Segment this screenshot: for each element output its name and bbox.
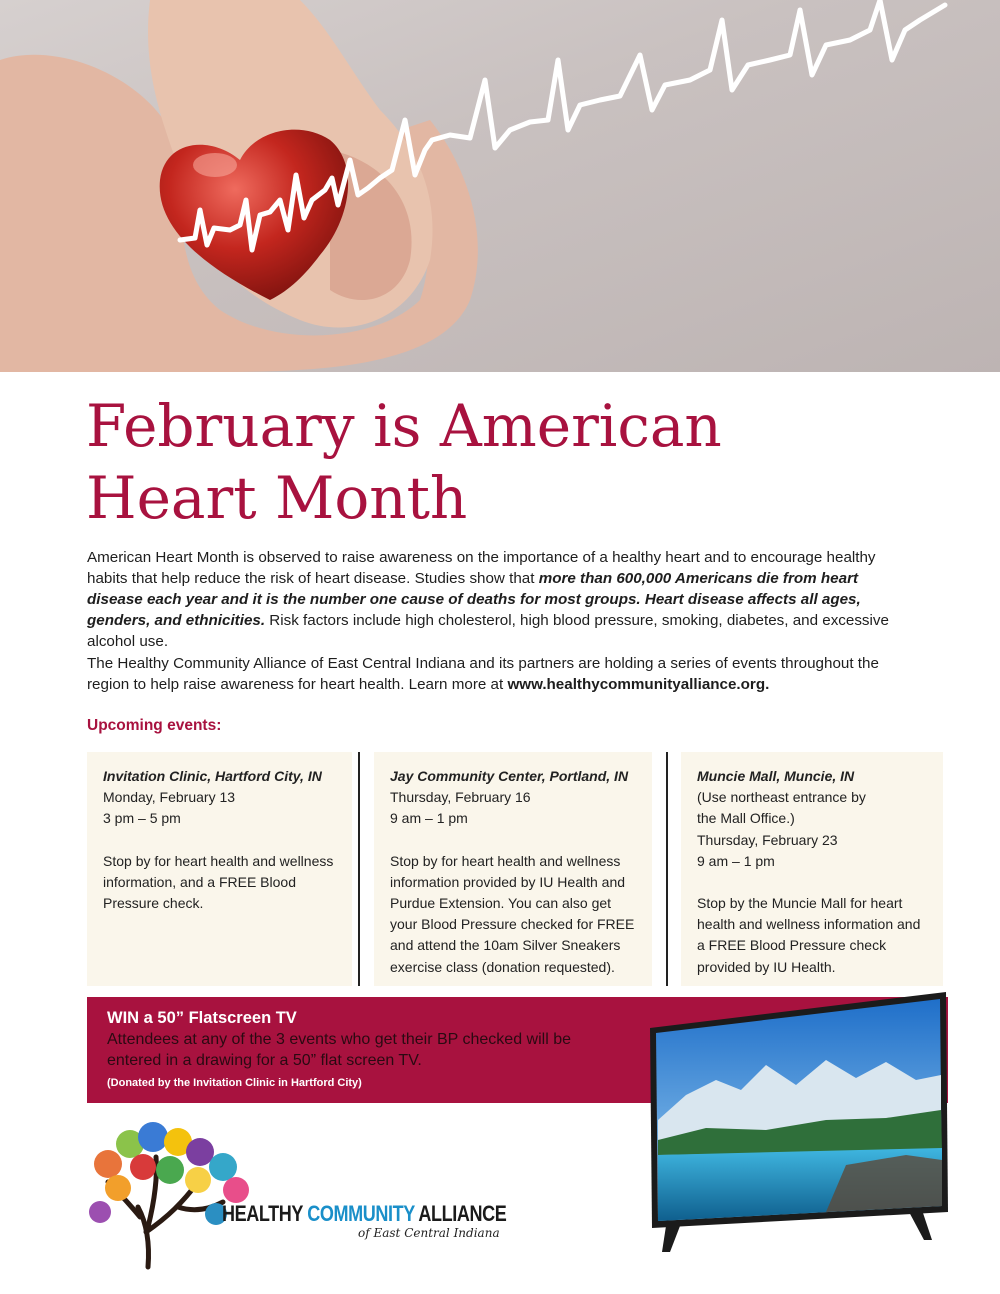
intro-text-b: Risk factors include high cholesterol, high blood pressure, smoking, diabetes, and excessive alcohol use.: [87, 612, 889, 650]
event-venue: Muncie Mall, Muncie, IN: [697, 768, 855, 784]
event-card-portland: [374, 752, 652, 986]
events-heading: Upcoming events:: [87, 717, 222, 734]
event-description: Stop by for heart health and wellness information provided by IU Health and Purdue Extension. You can also get your Blood Pressure checked for FREE and attend the 10am Silver Sneakers exercise class (donation requested).: [390, 852, 635, 975]
event-date: Thursday, February 16: [390, 789, 531, 806]
alliance-text: The Healthy Community Alliance of East Central Indiana and its partners are holding a series of events throughout the region to help raise awareness for heart health. Learn more at: [87, 655, 879, 693]
logo-wordmark: [222, 1201, 506, 1227]
intro-paragraph: [87, 547, 917, 652]
event-card-muncie: [681, 752, 943, 986]
heart-highlight: [193, 153, 237, 177]
event-time: 9 am – 1 pm: [390, 810, 468, 827]
event-venue: Invitation Clinic, Hartford City, IN: [103, 768, 322, 784]
giveaway-title: WIN a 50” Flatscreen TV: [107, 1009, 297, 1027]
giveaway-text: Attendees at any of the 3 events who get their BP checked will be entered in a drawing for a 50” flat screen TV.: [107, 1031, 571, 1069]
heart-hands-illustration: [0, 0, 1000, 372]
logo-word3: ALLIANCE: [414, 1201, 507, 1226]
intro-emphasis: more than 600,000 Americans die from heart disease each year and it is the number one cause of deaths for most groups. Heart disease affects all ages, genders, and ethnicities.: [87, 570, 861, 629]
event-divider: [666, 752, 668, 986]
event-time: 3 pm – 5 pm: [103, 810, 181, 827]
hero-image: [0, 0, 1000, 372]
event-note: (Use northeast entrance by the Mall Office.): [697, 789, 866, 827]
tree-logo-icon: [88, 1122, 508, 1272]
intro-text-a: American Heart Month is observed to raise awareness on the importance of a healthy heart and to encourage healthy habits that help reduce the risk of heart disease. Studies show that: [87, 549, 876, 587]
page-title-line2: Heart Month: [86, 464, 468, 532]
alliance-paragraph: [87, 653, 917, 695]
logo-word2: COMMUNITY: [307, 1201, 415, 1226]
logo-word1: HEALTHY: [222, 1201, 308, 1226]
page-title: [86, 390, 906, 534]
event-card-hartford: [87, 752, 352, 986]
event-time: 9 am – 1 pm: [697, 852, 775, 869]
event-divider: [358, 752, 360, 986]
event-venue: Jay Community Center, Portland, IN: [390, 768, 629, 784]
event-description: Stop by for heart health and wellness information, and a FREE Blood Pressure check.: [103, 852, 334, 912]
event-date: Monday, February 13: [103, 789, 236, 806]
event-date: Thursday, February 23: [697, 831, 838, 848]
logo-subtitle: of East Central Indiana: [358, 1226, 500, 1240]
giveaway-note: (Donated by the Invitation Clinic in Hartford City): [107, 1077, 362, 1089]
flatscreen-tv-icon: [646, 990, 950, 1258]
event-description: Stop by the Muncie Mall for heart health and wellness information and a FREE Blood Pressure check provided by IU Health.: [697, 895, 921, 975]
alliance-url-link[interactable]: www.healthycommunityalliance.org.: [507, 676, 770, 693]
page-title-line1: February is American: [86, 392, 722, 460]
